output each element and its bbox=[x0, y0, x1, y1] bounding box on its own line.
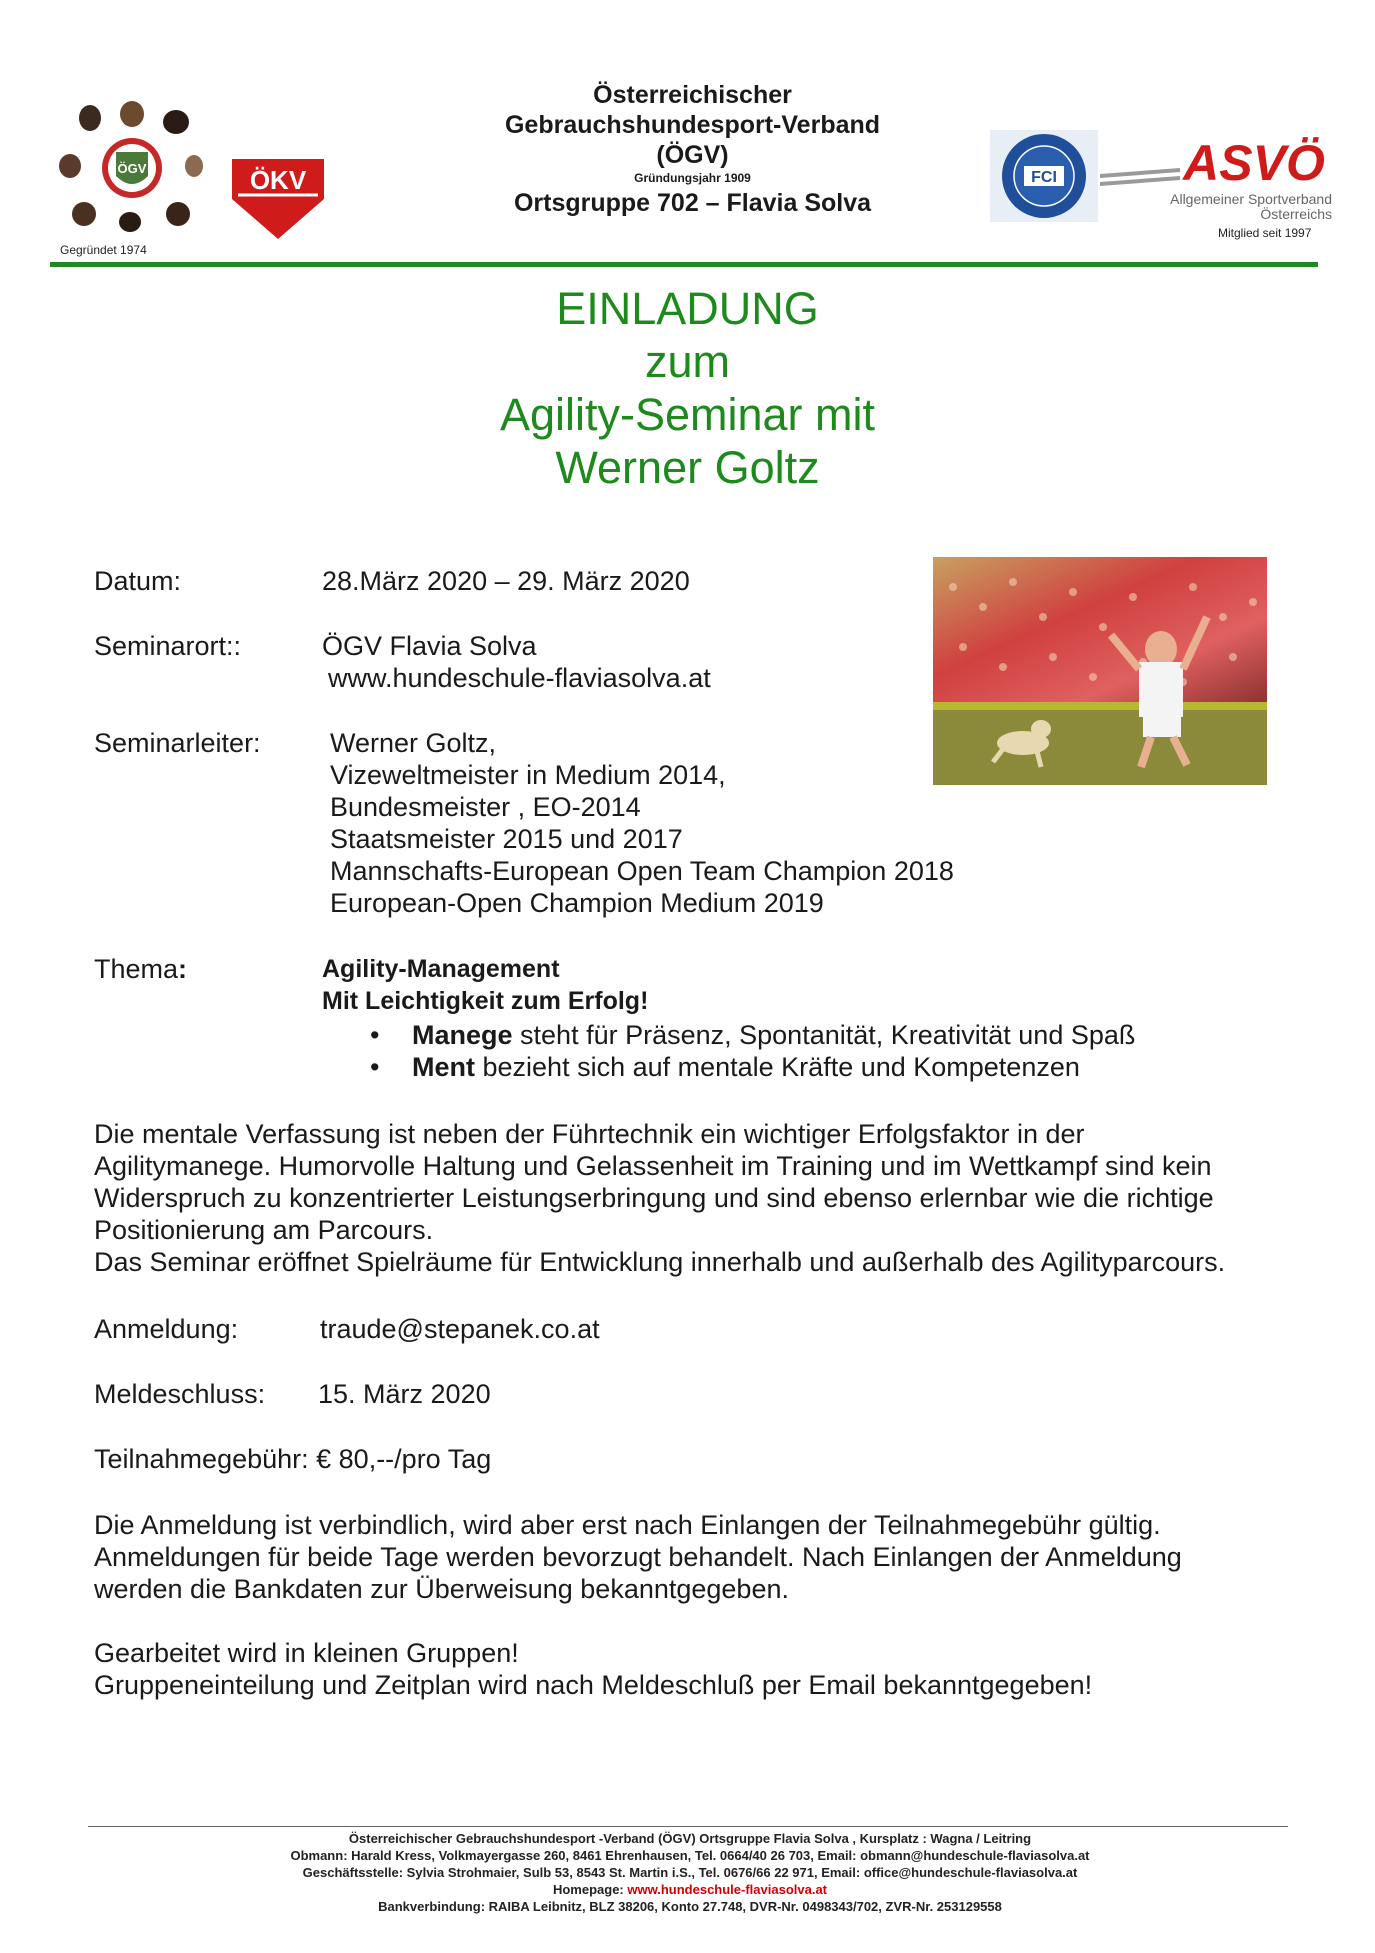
ort-website-link[interactable]: www.hundeschule-flaviasolva.at bbox=[328, 663, 711, 693]
asvo-sub-2: Österreichs bbox=[1260, 206, 1332, 222]
title-line-4: Werner Goltz bbox=[555, 442, 820, 493]
anmeldung-email-link[interactable]: traude@stepanek.co.at bbox=[320, 1314, 600, 1344]
founded-caption: Gegründet 1974 bbox=[60, 243, 147, 257]
fci-logo bbox=[990, 130, 1098, 222]
invitation-title bbox=[300, 282, 1075, 494]
header-line-2: Gebrauchshundesport-Verband bbox=[504, 111, 881, 139]
member-since-caption: Mitglied seit 1997 bbox=[1218, 226, 1312, 240]
agility-photo bbox=[933, 557, 1267, 785]
header-divider bbox=[50, 262, 1318, 267]
footer-homepage-label: Homepage: bbox=[552, 1882, 628, 1897]
meldeschluss-value: 15. März 2020 bbox=[318, 1379, 491, 1409]
thema-label-text: Thema bbox=[94, 954, 179, 984]
thema-bullet-list bbox=[370, 1019, 1135, 1083]
datum-label: Datum: bbox=[94, 566, 182, 596]
footer bbox=[150, 1830, 1230, 1915]
asvo-logo bbox=[1100, 132, 1340, 228]
footer-line-5: Bankverbindung: RAIBA Leibnitz, BLZ 38206, Konto 27.748, DVR-Nr. 0498343/702, ZVR-Nr. 253129558 bbox=[378, 1899, 1002, 1914]
registration-paragraph bbox=[94, 1509, 1294, 1605]
bullet-keyword: Ment bbox=[412, 1052, 475, 1082]
paragraph-line: Die Anmeldung ist verbindlich, wird aber erst nach Einlangen der Teilnahmegebühr gültig. bbox=[94, 1510, 1161, 1540]
footer-line-2: Obmann: Harald Kress, Volkmayergasse 260, 8461 Ehrenhausen, Tel. 0664/40 26 703, Email: obmann@hundeschule-flaviasolva.at bbox=[290, 1848, 1090, 1863]
bullet-text: bezieht sich auf mentale Kräfte und Kompetenzen bbox=[475, 1052, 1080, 1082]
leiter-lines bbox=[330, 727, 954, 919]
leiter-label: Seminarleiter: bbox=[94, 728, 261, 758]
thema-bullet bbox=[370, 1019, 1135, 1051]
footer-homepage-link[interactable]: www.hundeschule-flaviasolva.at bbox=[627, 1882, 828, 1897]
leiter-line: Staatsmeister 2015 und 2017 bbox=[330, 824, 683, 854]
leiter-line: Mannschafts-European Open Team Champion 2018 bbox=[330, 856, 954, 886]
title-line-3: Agility-Seminar mit bbox=[499, 389, 876, 440]
okv-logo bbox=[228, 155, 328, 241]
paragraph-line: Agilitymanege. Humorvolle Haltung und Gelassenheit im Training und im Wettkampf sind kein bbox=[94, 1151, 1212, 1181]
paragraph-line: Das Seminar eröffnet Spielräume für Entwicklung innerhalb und außerhalb des Agilityparcours. bbox=[94, 1247, 1226, 1277]
thema-label-colon: : bbox=[178, 954, 188, 984]
thema-block bbox=[322, 953, 648, 1017]
thema-label bbox=[94, 953, 187, 985]
paragraph-line: Die mentale Verfassung ist neben der Führtechnik ein wichtiger Erfolgsfaktor in der bbox=[94, 1119, 1085, 1149]
datum-value: 28.März 2020 – 29. März 2020 bbox=[322, 566, 690, 596]
paragraph-line: Anmeldungen für beide Tage werden bevorzugt behandelt. Nach Einlangen der Anmeldung bbox=[94, 1542, 1182, 1572]
leiter-line: European-Open Champion Medium 2019 bbox=[330, 888, 824, 918]
header-ortsgruppe: Ortsgruppe 702 – Flavia Solva bbox=[513, 189, 872, 217]
leiter-line: Werner Goltz, bbox=[330, 728, 497, 758]
leiter-line: Vizeweltmeister in Medium 2014, bbox=[330, 760, 726, 790]
footer-divider bbox=[88, 1826, 1288, 1827]
paragraph-line: Positionierung am Parcours. bbox=[94, 1215, 434, 1245]
title-line-2: zum bbox=[644, 336, 730, 387]
paragraph-line: werden die Bankdaten zur Überweisung bekanntgegeben. bbox=[94, 1574, 789, 1604]
bullet-text: steht für Präsenz, Spontanität, Kreativität und Spaß bbox=[512, 1020, 1136, 1050]
thema-title-1: Agility-Management bbox=[322, 955, 560, 983]
okv-logo-text: ÖKV bbox=[249, 165, 307, 195]
title-line-1: EINLADUNG bbox=[556, 283, 819, 334]
asvo-sub-1: Allgemeiner Sportverband bbox=[1170, 191, 1332, 207]
groups-paragraph bbox=[94, 1637, 1294, 1701]
ort-label: Seminarort:: bbox=[94, 631, 242, 661]
oegv-club-logo bbox=[52, 96, 212, 236]
paragraph-line: Gearbeitet wird in kleinen Gruppen! bbox=[94, 1638, 519, 1668]
mental-paragraph bbox=[94, 1118, 1294, 1278]
header-founding-year: Gründungsjahr 1909 bbox=[634, 171, 751, 185]
footer-line-1: Österreichischer Gebrauchshundesport -Verband (ÖGV) Ortsgruppe Flavia Solva , Kursplatz : Wagna / Leitring bbox=[348, 1831, 1032, 1846]
paragraph-line: Gruppeneinteilung und Zeitplan wird nach Meldeschluß per Email bekanntgegeben! bbox=[94, 1670, 1093, 1700]
fee-text: Teilnahmegebühr: € 80,--/pro Tag bbox=[94, 1444, 492, 1474]
oegv-logo-text: ÖGV bbox=[117, 161, 147, 176]
paragraph-line: Widerspruch zu konzentrierter Leistungserbringung und sind ebenso erlernbar wie die richtige bbox=[94, 1183, 1214, 1213]
bullet-keyword: Manege bbox=[412, 1020, 513, 1050]
footer-homepage bbox=[150, 1881, 1230, 1898]
leiter-line: Bundesmeister , EO-2014 bbox=[330, 792, 641, 822]
header-organization bbox=[420, 80, 965, 220]
thema-title-2: Mit Leichtigkeit zum Erfolg! bbox=[322, 987, 649, 1015]
header-line-3: (ÖGV) bbox=[656, 141, 729, 169]
ort-value-1: ÖGV Flavia Solva bbox=[322, 631, 537, 661]
header-line-1: Österreichischer bbox=[593, 81, 792, 109]
meldeschluss-label: Meldeschluss: bbox=[94, 1379, 266, 1409]
thema-bullet bbox=[370, 1051, 1135, 1083]
fci-logo-text: FCI bbox=[1031, 169, 1057, 186]
footer-line-3: Geschäftsstelle: Sylvia Strohmaier, Sulb 53, 8543 St. Martin i.S., Tel. 0676/66 22 971, Email: office@hundeschule-flaviasolva.at bbox=[302, 1865, 1078, 1880]
anmeldung-label: Anmeldung: bbox=[94, 1314, 239, 1344]
asvo-logo-text: ASVÖ bbox=[1183, 135, 1325, 191]
